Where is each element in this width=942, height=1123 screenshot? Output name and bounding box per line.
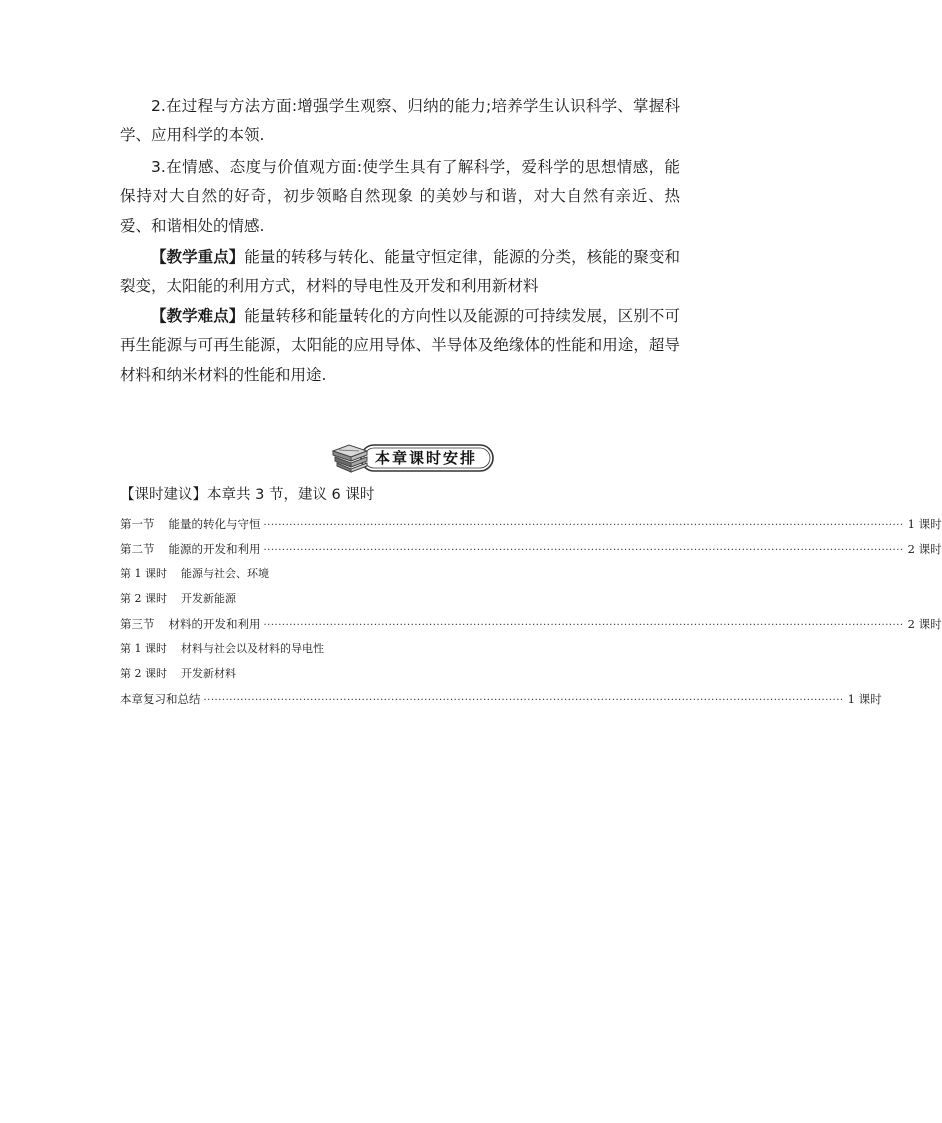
schedule-num: 第一节 (120, 517, 155, 531)
schedule-num: 本章复习和总结 (120, 692, 201, 706)
dot-leader: ·············································································································································································· (263, 520, 904, 531)
books-icon (333, 445, 367, 472)
hours-suggestion: 【课时建议】本章共 3 节，建议 6 课时 (120, 487, 375, 503)
difficulties-text: 能量转移和能量转化的方向性以及能源的可持续发展，区别不可再生能源与可再生能源，太阳能的应用导体、半导体及绝缘体的性能和用途，超导材料和纳米材料的性能和用途. (120, 306, 680, 384)
schedule-row (120, 614, 942, 639)
teaching-difficulties (120, 302, 680, 390)
schedule-num: 第三节 (120, 617, 155, 631)
key-points-text: 能量的转移与转化、能量守恒定律，能源的分类，核能的聚变和裂变，太阳能的利用方式，材料的导电性及开发和利用新材料 (120, 248, 680, 296)
schedule-title: 材料与社会以及材料的导电性 (181, 642, 324, 655)
schedule-row (120, 564, 738, 589)
schedule-hours: 2 课时 (907, 617, 942, 631)
schedule-hours: 2 课时 (907, 542, 942, 556)
schedule-row (120, 689, 882, 714)
key-points-label: 【教学重点】 (151, 248, 245, 267)
schedule-row (120, 539, 942, 564)
schedule-row (120, 664, 738, 689)
schedule-hours: 1 课时 (907, 517, 942, 531)
schedule-num: 第 1 课时 (120, 567, 167, 580)
dot-leader: ·············································································································································································· (263, 620, 904, 631)
banner-title: 本章课时安排 (374, 449, 477, 467)
schedule-title: 开发新能源 (181, 592, 236, 605)
schedule-title: 材料的开发和利用 (168, 617, 261, 631)
difficulties-label: 【教学难点】 (151, 306, 245, 325)
section-banner (331, 441, 497, 475)
objective-3: 3.在情感、态度与价值观方面:使学生具有了解科学，爱科学的思想情感，能保持对大自然的好奇，初步领略自然现象 的美妙与和谐，对大自然有亲近、热爱、和谐相处的情感. (120, 157, 680, 235)
schedule-num: 第 2 课时 (120, 592, 167, 605)
schedule-row (120, 639, 738, 664)
objective-2: 2.在过程与方法方面:增强学生观察、归纳的能力;培养学生认识科学、掌握科学、应用科学的本领. (120, 97, 680, 145)
schedule-num: 第 1 课时 (120, 642, 167, 655)
dot-leader: ·············································································································································································· (263, 545, 904, 556)
teaching-key-points (120, 243, 680, 302)
dot-leader: ·············································································································································································· (203, 695, 844, 706)
schedule-row (120, 514, 942, 539)
schedule-hours: 1 课时 (847, 692, 882, 706)
schedule-title: 能量的转化与守恒 (168, 517, 261, 531)
schedule-num: 第二节 (120, 542, 155, 556)
schedule-title: 能源的开发和利用 (168, 542, 261, 556)
schedule-list (120, 514, 942, 714)
schedule-row (120, 589, 738, 614)
schedule-title: 能源与社会、环境 (181, 567, 269, 580)
objectives-section (120, 92, 680, 390)
schedule-num: 第 2 课时 (120, 667, 167, 680)
schedule-title: 开发新材料 (181, 667, 236, 680)
